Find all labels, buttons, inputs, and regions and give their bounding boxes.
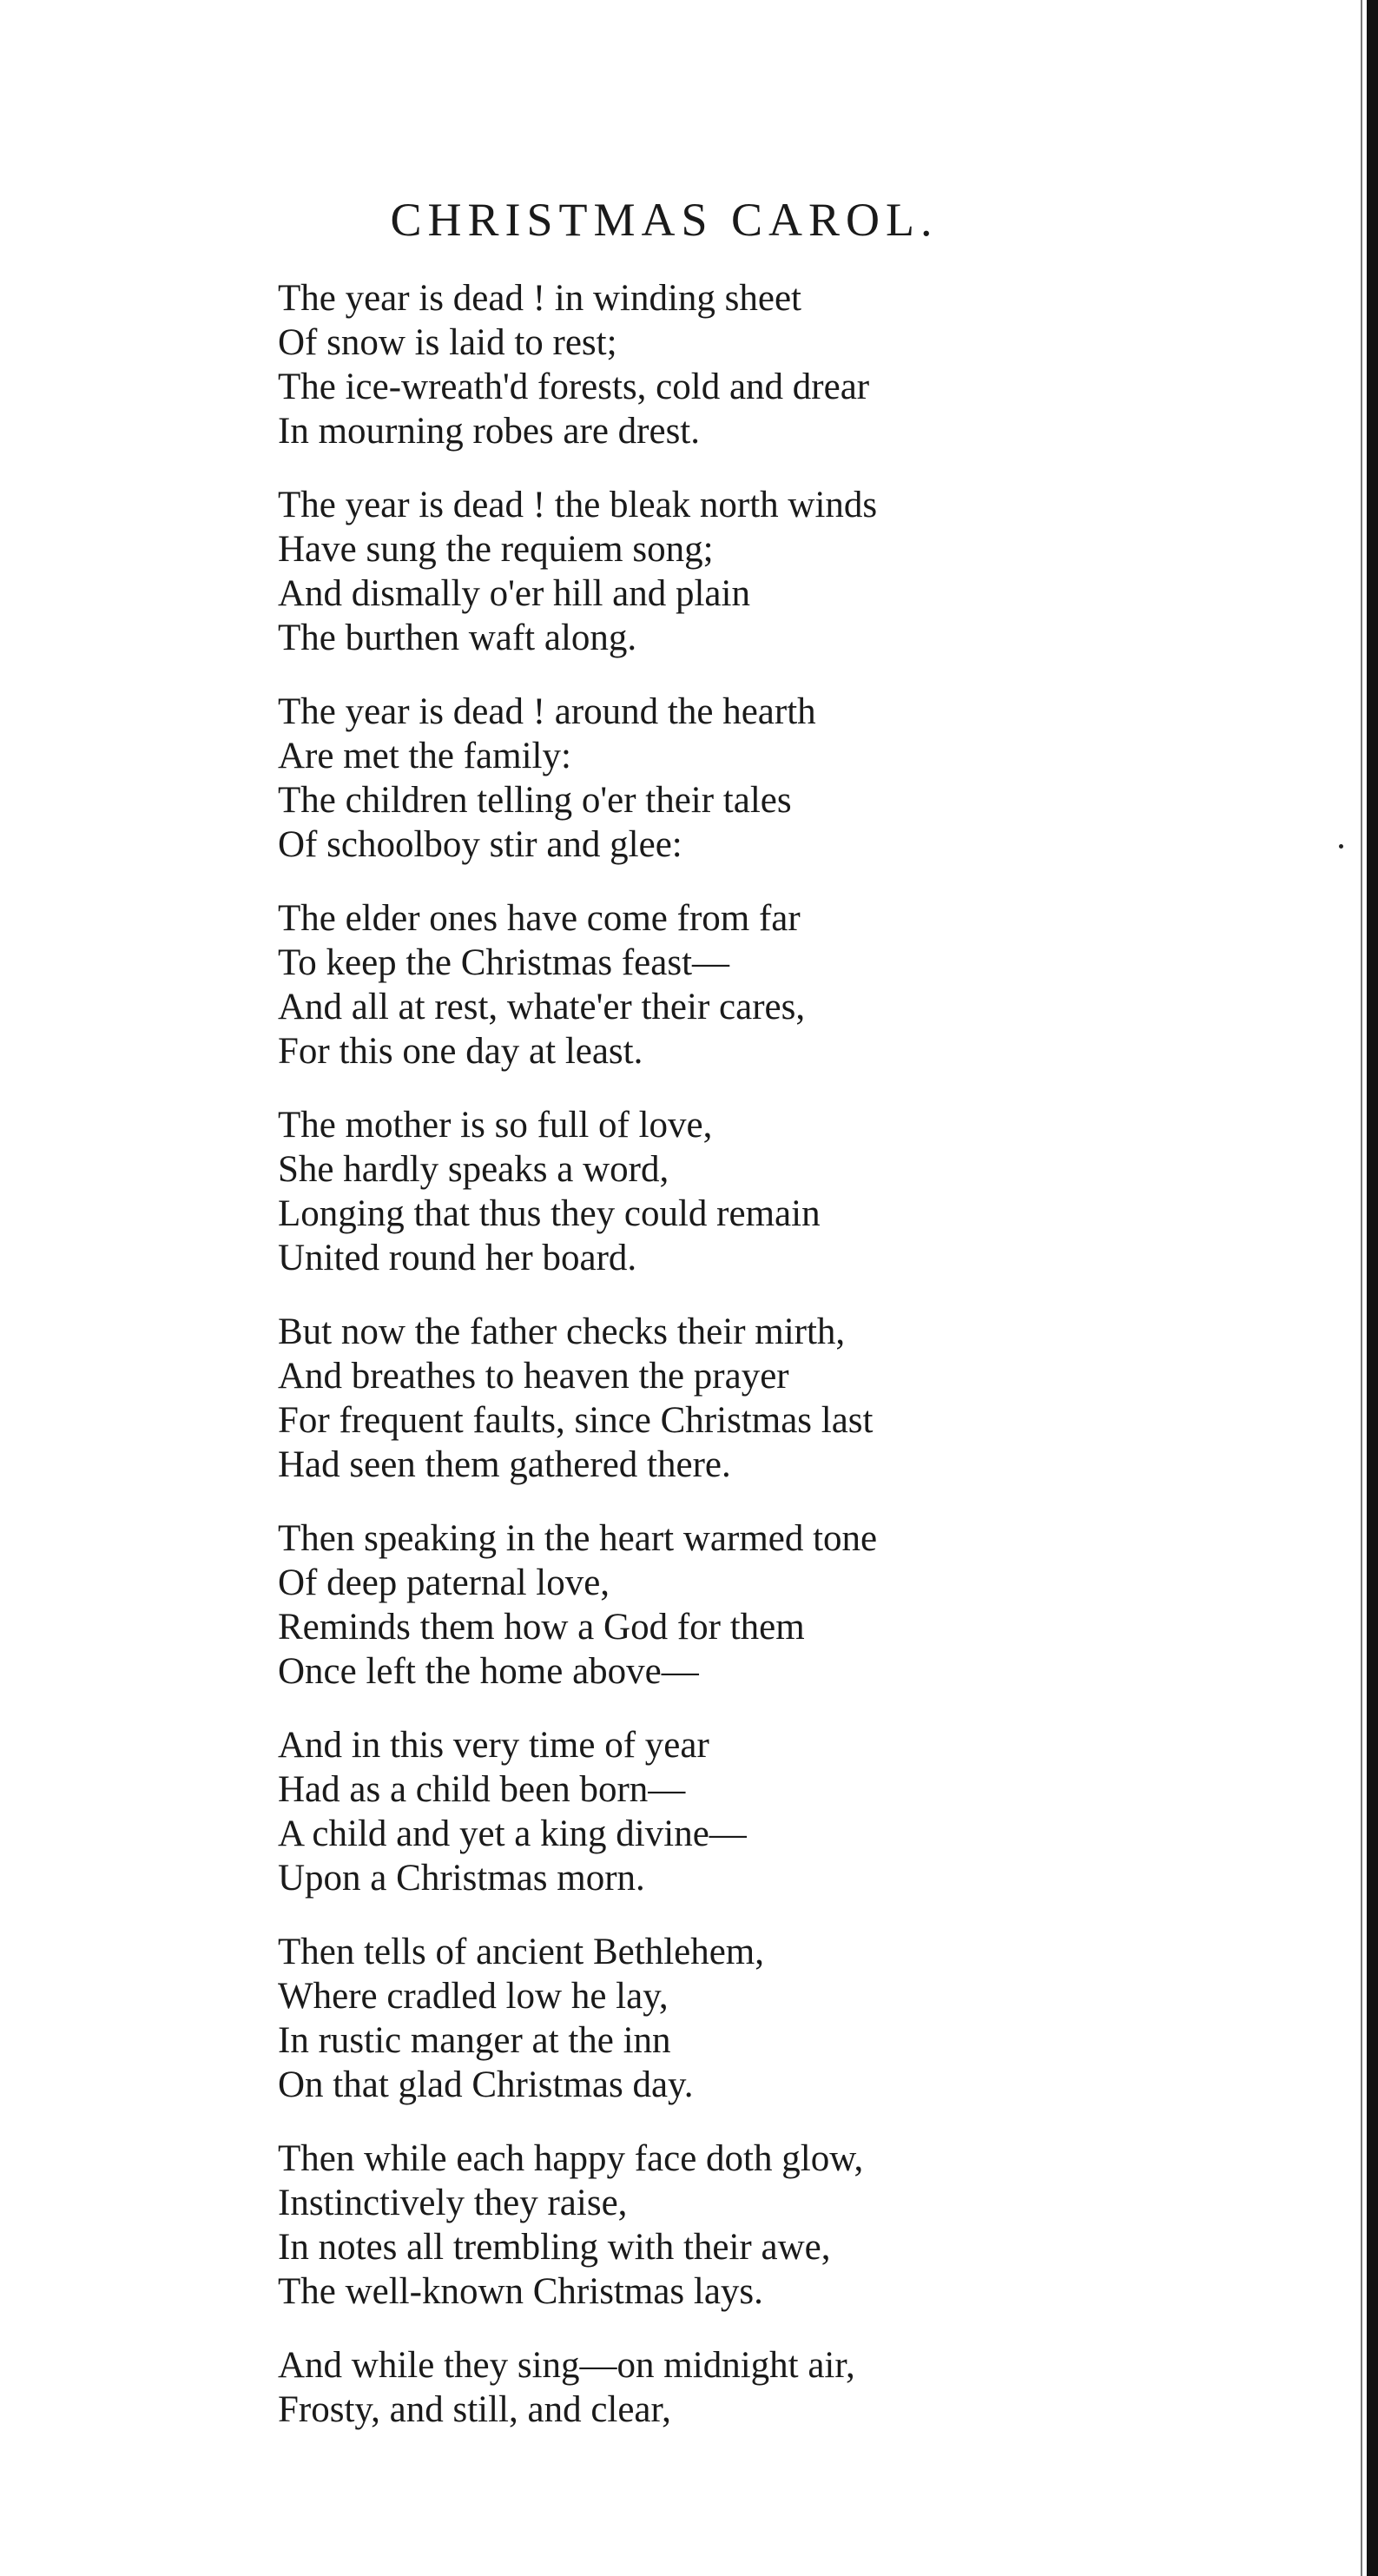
poem-line: In rustic manger at the inn	[278, 2020, 671, 2061]
page-binding-edge	[1367, 0, 1378, 2576]
poem-line: To keep the Christmas feast—	[278, 942, 730, 983]
poem-line: Upon a Christmas morn.	[278, 1858, 645, 1899]
poem-line: The year is dead ! the bleak north winds	[278, 485, 878, 525]
poem-line: Of snow is laid to rest;	[278, 322, 617, 363]
poem-line: Frosty, and still, and clear,	[278, 2389, 671, 2430]
stanza	[278, 1723, 1337, 1900]
stanza	[278, 2343, 1337, 2432]
poem-title: CHRISTMAS CAROL.	[390, 194, 939, 246]
poem-line: Once left the home above—	[278, 1651, 699, 1692]
poem-line: United round her board.	[278, 1238, 637, 1278]
poem-line: Then tells of ancient Bethlehem,	[278, 1932, 765, 1972]
poem-line: Then speaking in the heart warmed tone	[278, 1518, 878, 1559]
poem-line: Then while each happy face doth glow,	[278, 2138, 864, 2179]
poem-line: In notes all trembling with their awe,	[278, 2227, 831, 2268]
poem-line: But now the father checks their mirth,	[278, 1311, 846, 1352]
stanza	[278, 690, 1337, 867]
poem-line: Reminds them how a God for them	[278, 1607, 805, 1648]
poem-line: Of deep paternal love,	[278, 1562, 610, 1603]
poem-line: The mother is so full of love,	[278, 1105, 713, 1146]
poem-line: The children telling o'er their tales	[278, 780, 792, 821]
stanza	[278, 1516, 1337, 1694]
stanza	[278, 483, 1337, 660]
poem-line: On that glad Christmas day.	[278, 2064, 694, 2105]
poem-line: The ice-wreath'd forests, cold and drear	[278, 367, 870, 407]
poem-line: For frequent faults, since Christmas last	[278, 1400, 874, 1441]
poem-line: And in this very time of year	[278, 1725, 709, 1766]
poem-line: A child and yet a king divine—	[278, 1813, 747, 1854]
poem-line: She hardly speaks a word,	[278, 1149, 669, 1190]
poem-line: The year is dead ! around the hearth	[278, 691, 816, 732]
poem-line: And breathes to heaven the prayer	[278, 1356, 789, 1397]
poem-line: And all at rest, whate'er their cares,	[278, 987, 806, 1027]
poem-line: The year is dead ! in winding sheet	[278, 278, 802, 319]
stanza	[278, 896, 1337, 1073]
poem-line: For this one day at least.	[278, 1031, 643, 1072]
stanza	[278, 276, 1337, 453]
poem-body	[278, 276, 1337, 2461]
poem-line: And while they sing—on midnight air,	[278, 2345, 855, 2386]
stanza	[278, 1103, 1337, 1280]
poem-line: Had seen them gathered there.	[278, 1444, 731, 1485]
poem-line: Had as a child been born—	[278, 1769, 686, 1810]
poem-line: Longing that thus they could remain	[278, 1193, 821, 1234]
poem-line: The elder ones have come from far	[278, 898, 801, 939]
poem-line: Have sung the requiem song;	[278, 529, 714, 570]
poem-line: The well-known Christmas lays.	[278, 2271, 763, 2312]
poem-line: Are met the family:	[278, 736, 571, 776]
page-edge-line	[1361, 0, 1362, 2576]
poem-line: Of schoolboy stir and glee:	[278, 824, 682, 865]
poem-line: Instinctively they raise,	[278, 2183, 628, 2223]
ink-speck	[1339, 844, 1343, 849]
poem-line: In mourning robes are drest.	[278, 411, 700, 452]
poem-line: And dismally o'er hill and plain	[278, 573, 750, 614]
poem-line: Where cradled low he lay,	[278, 1976, 669, 2017]
stanza	[278, 2137, 1337, 2314]
poem-line: The burthen waft along.	[278, 618, 637, 658]
stanza	[278, 1310, 1337, 1487]
stanza	[278, 1930, 1337, 2107]
